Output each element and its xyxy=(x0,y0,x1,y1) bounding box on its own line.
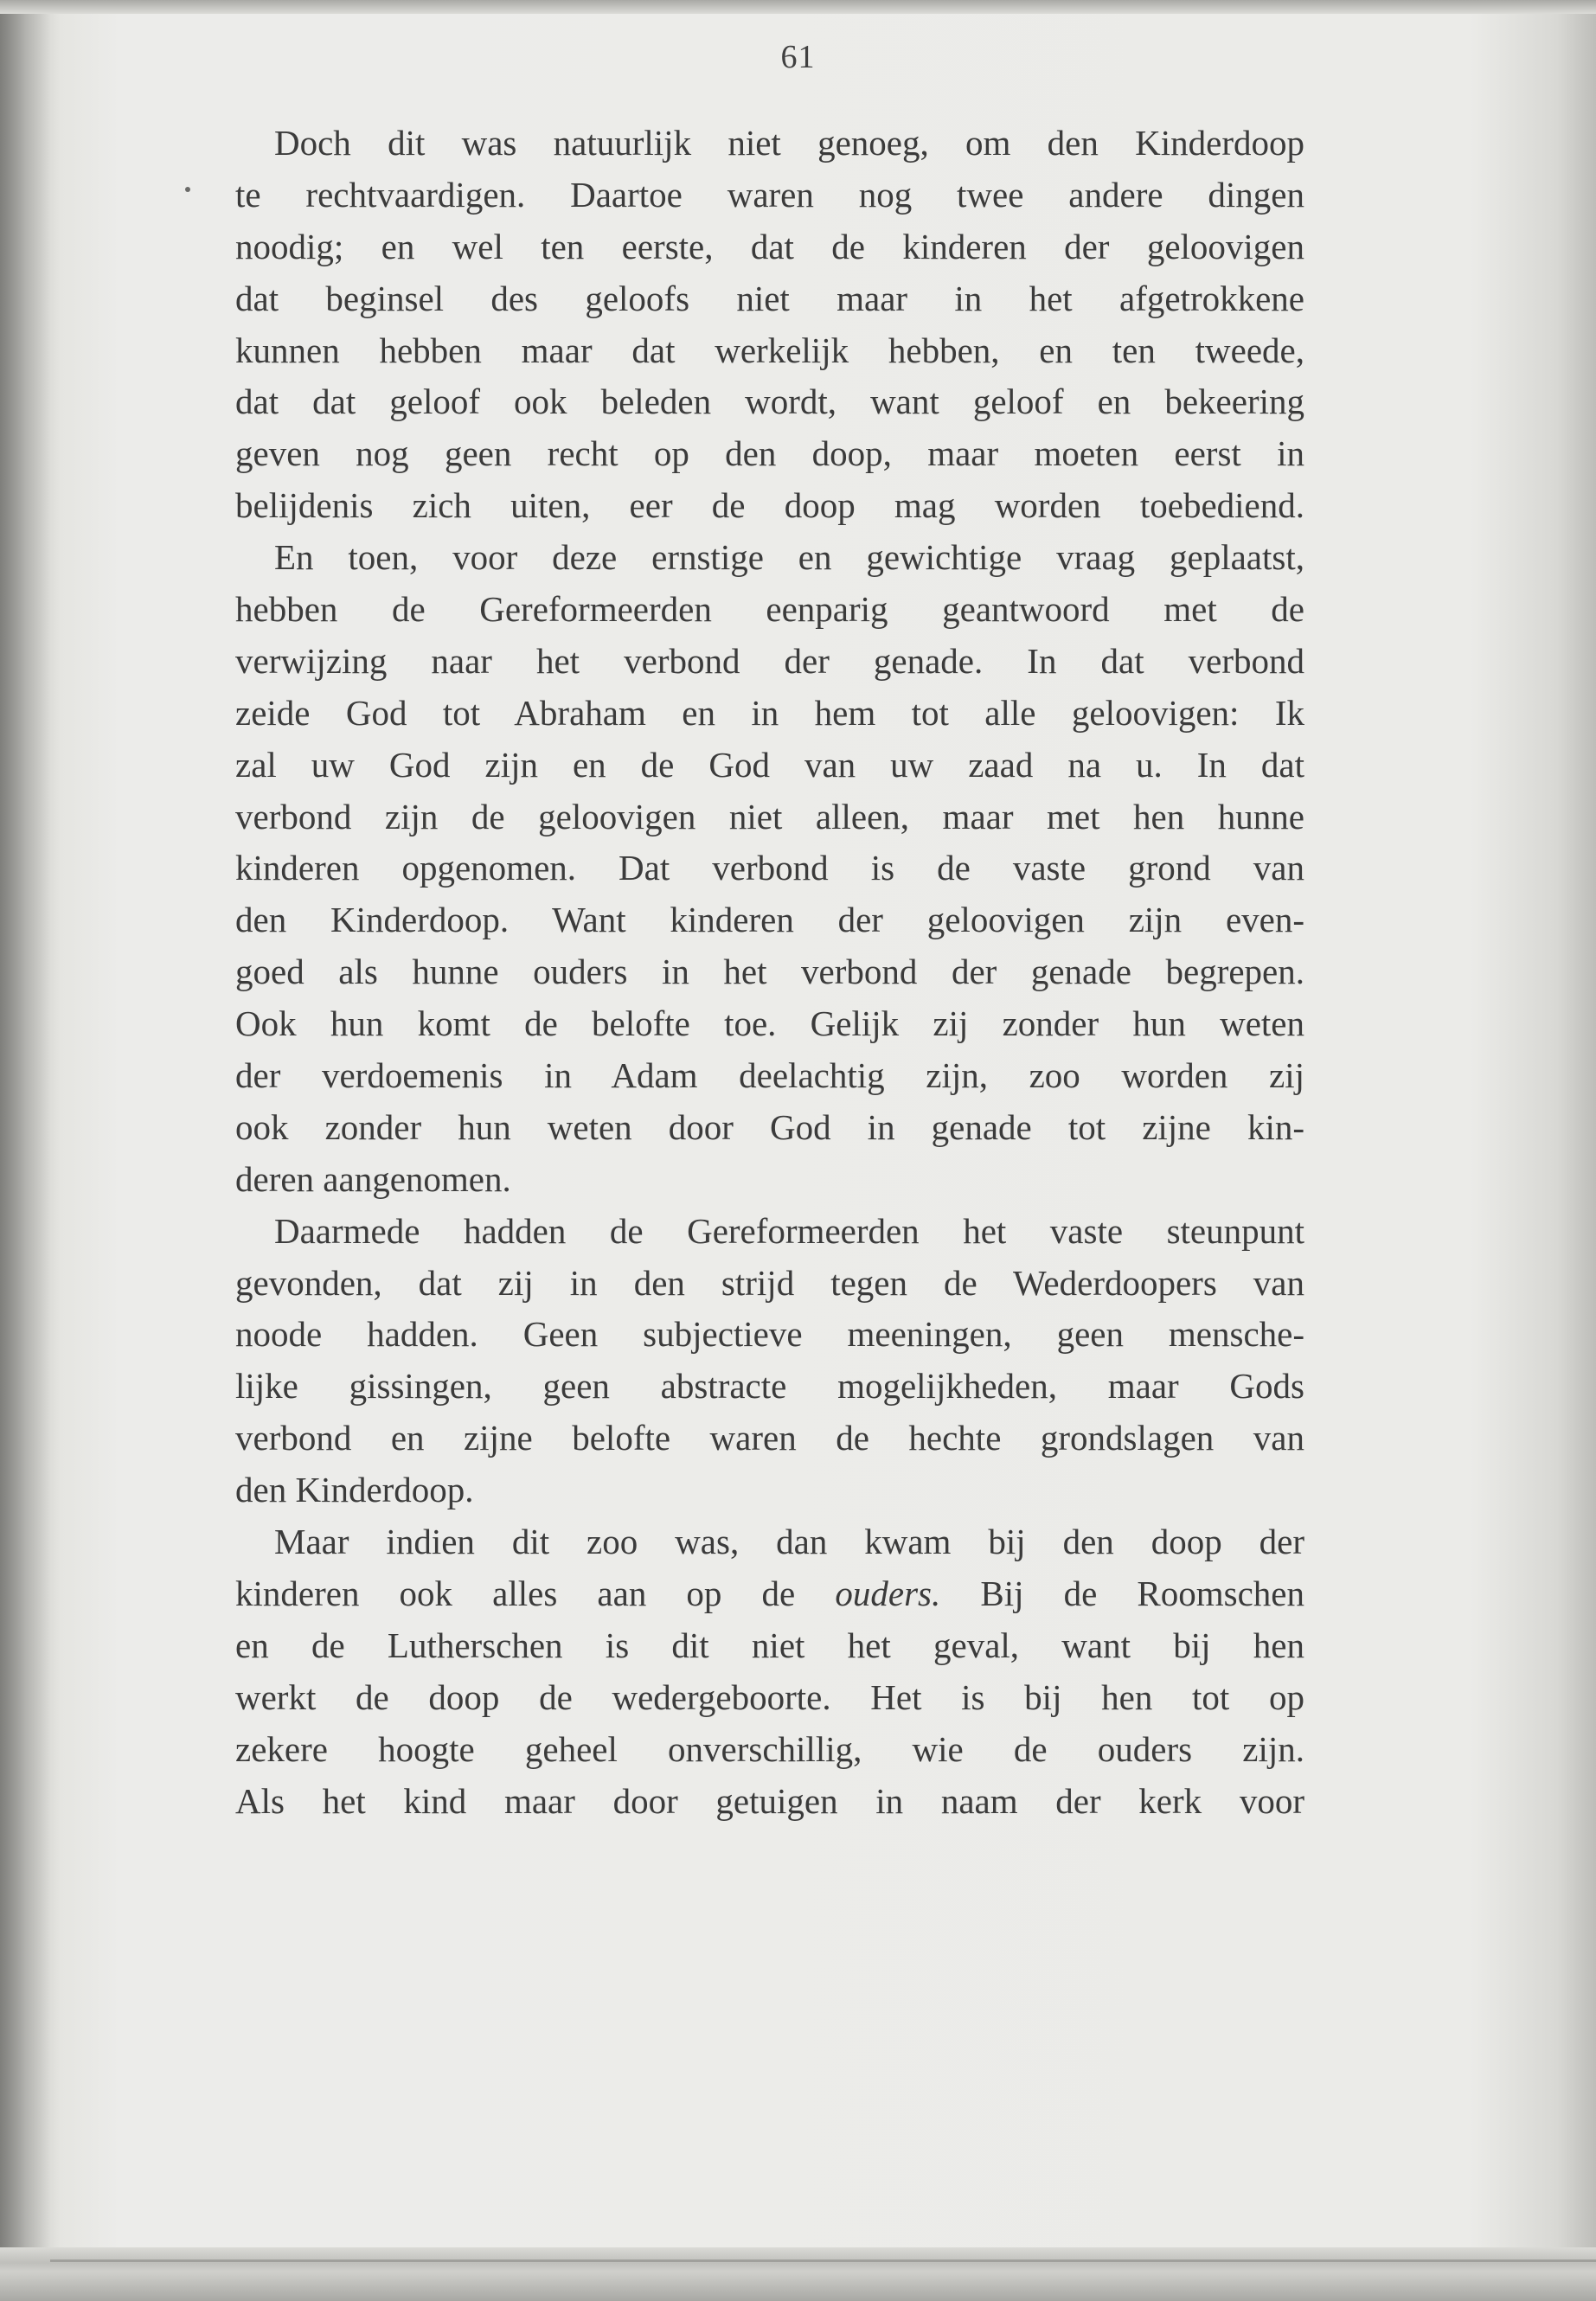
text-line-with-italic xyxy=(235,1568,1304,1620)
text-line: Als het kind maar door getuigen in naam der kerk voor xyxy=(235,1780,1304,1821)
text-line: lijke gissingen, geen abstracte mogelijkheden, maar Gods xyxy=(235,1366,1304,1407)
text-line: den Kinderdoop. xyxy=(235,1470,474,1510)
text-segment: Bij de Roomschen xyxy=(940,1573,1304,1613)
text-line: zeide God tot Abraham en in hem tot alle geloovigen: Ik xyxy=(235,692,1304,733)
top-page-edge xyxy=(0,0,1596,14)
text-line: Daarmede hadden de Gereformeerden het vaste steunpunt xyxy=(274,1210,1304,1251)
text-line: den Kinderdoop. Want kinderen der geloovigen zijn even- xyxy=(235,900,1304,940)
text-line: verbond zijn de geloovigen niet alleen, maar met hen hunne xyxy=(235,796,1304,836)
text-line: te rechtvaardigen. Daartoe waren nog twee andere dingen xyxy=(235,174,1304,215)
text-line: noode hadden. Geen subjectieve meeningen, geen mensche- xyxy=(235,1314,1304,1355)
text-line: hebben de Gereformeerden eenparig geantwoord met de xyxy=(235,589,1304,630)
text-line: zal uw God zijn en de God van uw zaad na u. In dat xyxy=(235,744,1304,785)
bottom-edge-line xyxy=(50,2259,1596,2262)
text-line: ook zonder hun weten door God in genade tot zijne kin- xyxy=(235,1106,1304,1147)
text-line: gevonden, dat zij in den strijd tegen de Wederdoopers van xyxy=(235,1262,1304,1303)
text-line: Doch dit was natuurlijk niet genoeg, om den Kinderdoop xyxy=(274,123,1304,163)
text-line: werkt de doop de wedergeboorte. Het is bij hen tot op xyxy=(235,1676,1304,1717)
text-line: dat beginsel des geloofs niet maar in het afgetrokkene xyxy=(235,278,1304,318)
text-line: der verdoemenis in Adam deelachtig zijn, zoo worden zij xyxy=(235,1055,1304,1096)
text-line: belijdenis zich uiten, eer de doop mag worden toebediend. xyxy=(235,485,1304,526)
text-line: kunnen hebben maar dat werkelijk hebben, en ten tweede, xyxy=(235,330,1304,370)
text-line: noodig; en wel ten eerste, dat de kinderen der geloovigen xyxy=(235,226,1304,266)
text-segment: kinderen ook alles aan op de xyxy=(235,1573,836,1613)
text-line: deren aangenomen. xyxy=(235,1158,511,1199)
paragraph-3 xyxy=(235,1206,1304,1516)
text-line: verbond en zijne belofte waren de hechte grondslagen van xyxy=(235,1418,1304,1458)
text-line: goed als hunne ouders in het verbond der genade begrepen. xyxy=(235,952,1304,992)
text-line: geven nog geen recht op den doop, maar moeten eerst in xyxy=(235,433,1304,474)
text-line: Maar indien dit zoo was, dan kwam bij den doop der xyxy=(274,1522,1304,1562)
paragraph-2 xyxy=(235,532,1304,1206)
bottom-page-edge xyxy=(0,2247,1596,2301)
text-line: Ook hun komt de belofte toe. Gelijk zij zonder hun weten xyxy=(235,1003,1304,1044)
text-line: kinderen opgenomen. Dat verbond is de vaste grond van xyxy=(235,848,1304,888)
stray-ink-dot xyxy=(185,187,190,192)
text-line: en de Lutherschen is dit niet het geval, want bij hen xyxy=(235,1625,1304,1665)
text-line: dat dat geloof ook beleden wordt, want geloof en bekeering xyxy=(235,381,1304,422)
text-line: En toen, voor deze ernstige en gewichtige vraag geplaatst, xyxy=(274,537,1304,578)
text-line: zekere hoogte geheel onverschillig, wie de ouders zijn. xyxy=(235,1728,1304,1769)
spine-shadow xyxy=(0,0,50,2301)
paragraph-1 xyxy=(235,118,1304,532)
italic-word-ouders: ouders. xyxy=(835,1573,941,1613)
page-number: 61 xyxy=(780,39,816,75)
body-text xyxy=(235,118,1304,1827)
paragraph-4 xyxy=(235,1516,1304,1827)
text-line: verwijzing naar het verbond der genade. In dat verbond xyxy=(235,640,1304,681)
